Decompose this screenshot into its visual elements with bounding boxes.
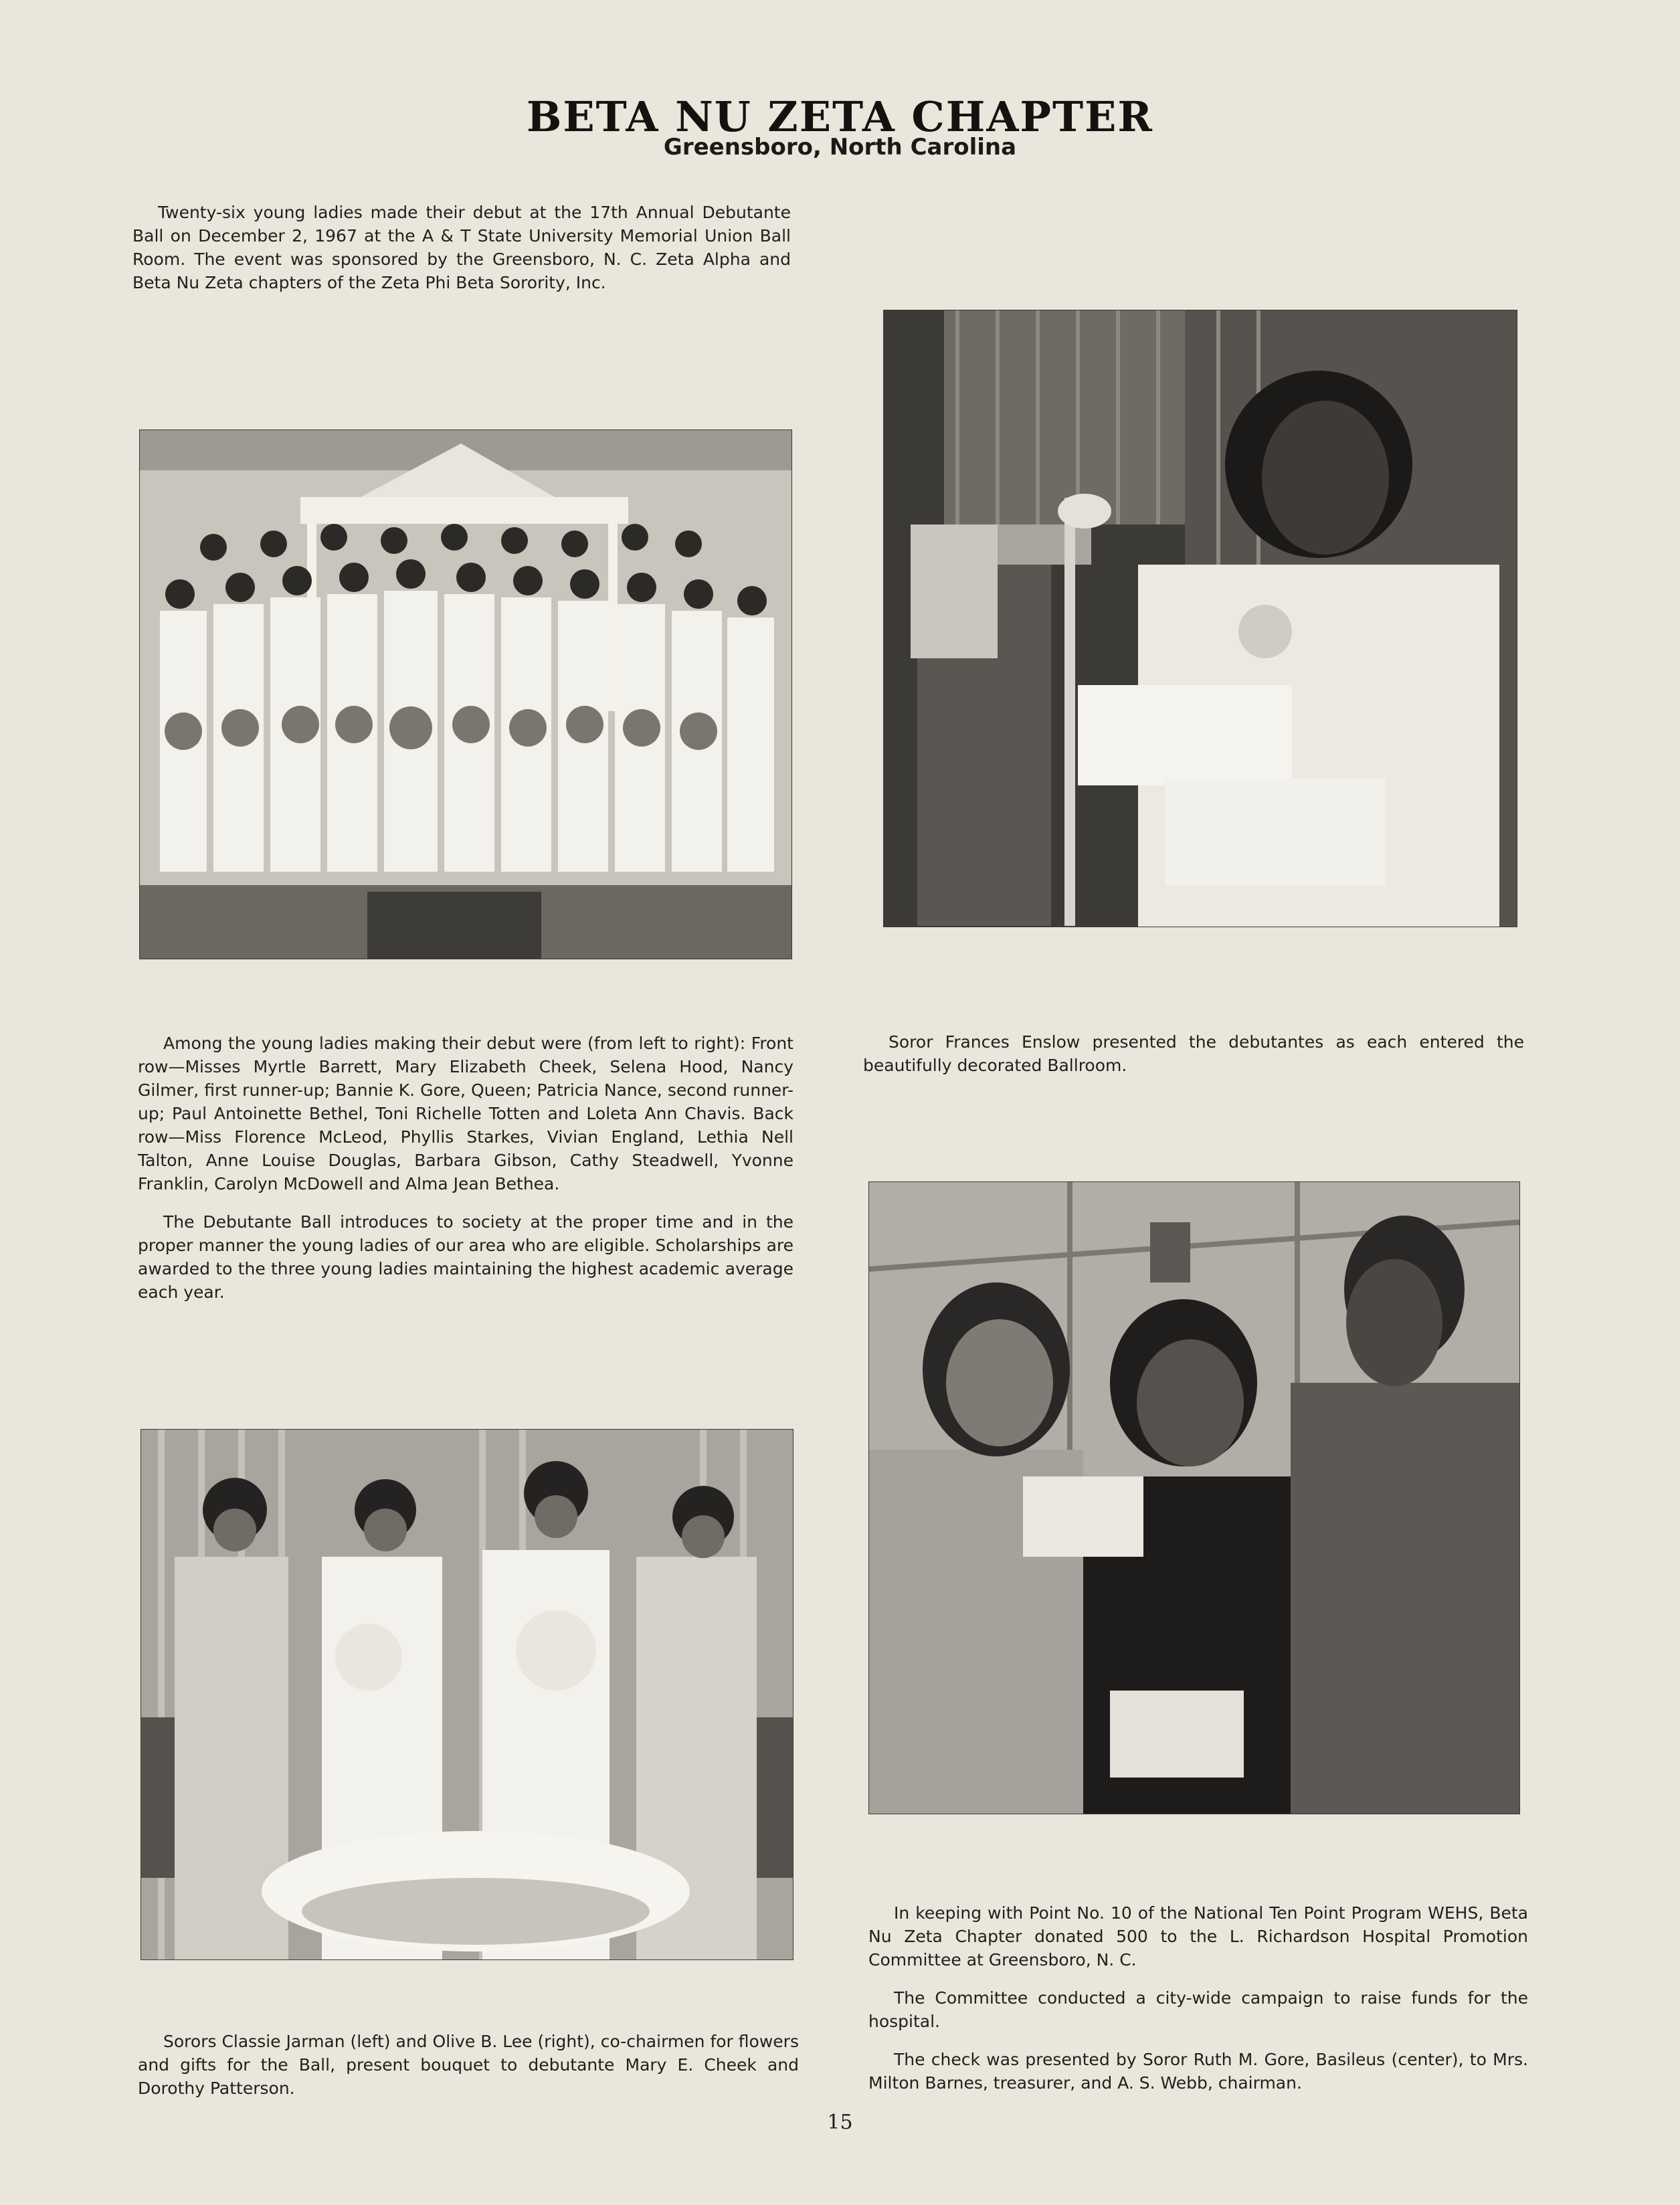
page-title: BETA NU ZETA CHAPTER xyxy=(527,92,1153,141)
check-presentation-image xyxy=(869,1182,1519,1814)
sorors-bouquet-image xyxy=(141,1430,793,1959)
page-number: 15 xyxy=(827,2111,853,2134)
check-presentation-photo xyxy=(868,1181,1520,1814)
debutantes-group-image xyxy=(140,430,791,959)
sorors-bouquet-photo xyxy=(141,1429,794,1960)
check-caption-donation: In keeping with Point No. 10 of the National Ten Point Program WEHS, Beta Nu Zeta Chapter donated 500 to the L. Richardson Hospital Promotion Committee at Greensboro, N. C. xyxy=(868,1903,1528,1970)
enslow-microphone-photo xyxy=(883,310,1517,927)
check-caption-block xyxy=(868,1901,1528,2109)
enslow-caption-block xyxy=(863,1030,1524,1092)
page-subtitle: Greensboro, North Carolina xyxy=(663,134,1017,161)
check-caption-presentation: The check was presented by Soror Ruth M. Gore, Basileus (center), to Mrs. Milton Barnes, treasurer, and A. S. Webb, chairman. xyxy=(868,2050,1528,2093)
intro-paragraph: Twenty-six young ladies made their debut at the 17th Annual Debutante Ball on December 2, 1967 at the A & T State University Memorial Union Ball Room. The event was sponsored by the Greensboro, N. C. Zeta Alpha and Beta Nu Zeta chapters of the Zeta Phi Beta Sorority, Inc. xyxy=(132,203,791,292)
debutantes-caption-block xyxy=(138,1032,794,1319)
intro-paragraph-block xyxy=(132,201,791,309)
debutante-ball-description: The Debutante Ball introduces to society at the proper time and in the proper manner the young ladies of our area who are eligible. Scholarships are awarded to the three young ladies maintaining the highest academic average each year. xyxy=(138,1212,794,1302)
sorors-caption-block xyxy=(138,2030,799,2115)
enslow-caption: Soror Frances Enslow presented the debutantes as each entered the beautifully decorated Ballroom. xyxy=(863,1032,1524,1075)
debutantes-caption: Among the young ladies making their debut were (from left to right): Front row—Misses Myrtle Barrett, Mary Elizabeth Cheek, Selena Hood, Nancy Gilmer, first runner-up; Bannie K. Gore, Queen; Patricia Nance, second runner-up; Paul Antoinette Bethel, Toni Richelle Totten and Loleta Ann Chavis. Back row—Miss Florence McLeod, Phyllis Starkes, Vivian England, Lethia Nell Talton, Anne Louise Douglas, Barbara Gibson, Cathy Steadwell, Yvonne Franklin, Carolyn McDowell and Alma Jean Bethea. xyxy=(138,1034,794,1193)
sorors-caption: Sorors Classie Jarman (left) and Olive B. Lee (right), co-chairmen for flowers and gifts for the Ball, present bouquet to debutante Mary E. Cheek and Dorothy Patterson. xyxy=(138,2032,799,2098)
debutantes-group-photo xyxy=(139,429,792,959)
check-caption-campaign: The Committee conducted a city-wide campaign to raise funds for the hospital. xyxy=(868,1988,1528,2031)
enslow-image xyxy=(884,310,1517,927)
